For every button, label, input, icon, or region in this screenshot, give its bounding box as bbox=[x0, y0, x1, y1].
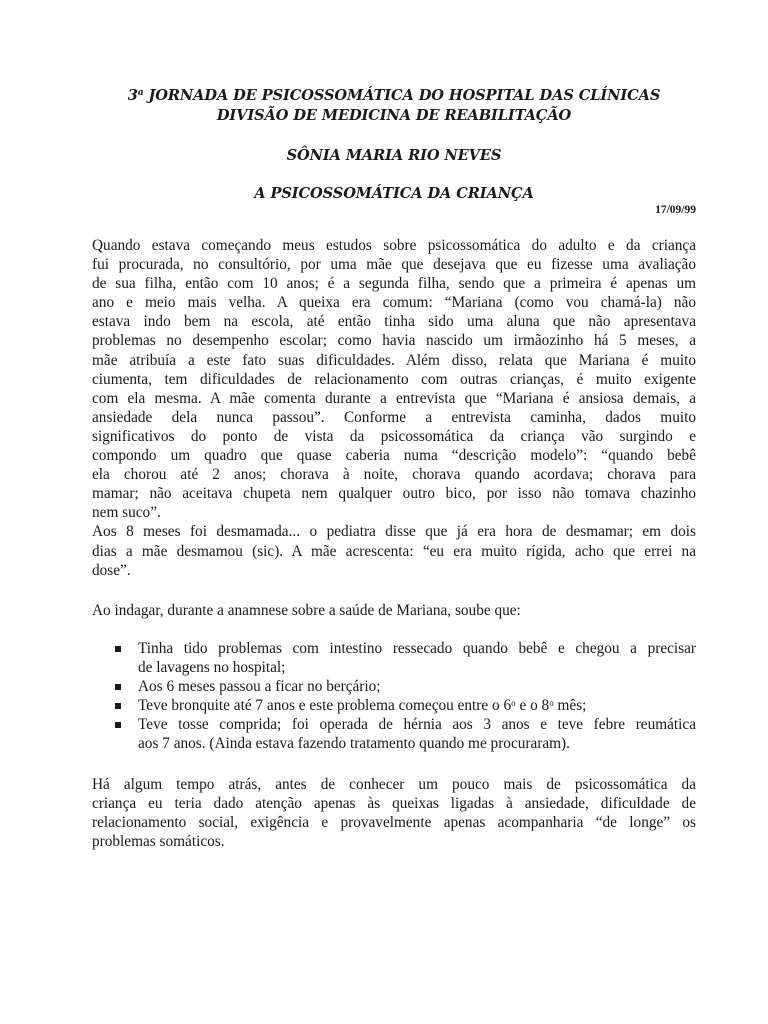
paragraph-line: ansiedade dela nunca passou”. Conforme a entrevista caminha, dados muito bbox=[92, 408, 696, 426]
author-name: SÔNIA MARIA RIO NEVES bbox=[286, 147, 502, 164]
ordinal-superscript: o bbox=[511, 698, 516, 709]
paragraph-line: mamar; não aceitava chupeta nem qualquer outro bico, por isso não tomava chazinho bbox=[92, 485, 696, 503]
paragraph-line: Há algum tempo atrás, antes de conhecer um pouco mais de psicossomática da bbox=[92, 776, 696, 793]
event-title bbox=[60, 86, 728, 105]
paragraph-line: de sua filha, então com 10 anos; é a segunda filha, sendo que a primeira é apenas um bbox=[92, 275, 696, 293]
ordinal-superscript: o bbox=[549, 698, 554, 709]
paragraph-line: dias a mãe desmamou (sic). A mãe acrescenta: “eu era muito rígida, acho que errei na bbox=[92, 542, 696, 560]
paragraph-anamnese: Ao indagar, durante a anamnese sobre a saúde de Mariana, soube que: bbox=[92, 602, 521, 619]
list-item-text: Teve bronquite até 7 anos e este problema começou entre o 6 bbox=[138, 697, 512, 715]
paragraph-intro bbox=[92, 236, 696, 580]
list-item bbox=[92, 677, 696, 696]
bullet-icon bbox=[115, 722, 121, 728]
symptom-list bbox=[92, 639, 696, 754]
paragraph-line: dose”. bbox=[92, 561, 131, 579]
list-item-line: Tinha tido problemas com intestino ressecado quando bebê e chegou a precisar bbox=[138, 640, 696, 657]
list-item bbox=[92, 639, 696, 677]
paragraph-line: nem suco”. bbox=[92, 504, 161, 522]
list-item-line bbox=[138, 696, 696, 715]
paragraph-line: ciumenta, tem dificuldades de relacionamento com outras crianças, é muito exigente bbox=[92, 370, 696, 388]
bullet-icon bbox=[115, 684, 121, 690]
list-item-line: de lavagens no hospital; bbox=[138, 659, 286, 677]
paragraph-reflection bbox=[92, 775, 696, 851]
paragraph-line: ela chorou até 2 anos; chorava à noite, chorava quando acordava; chorava para bbox=[92, 466, 696, 484]
paragraph-line: ano e meio mais velha. A queixa era comum: “Mariana (como vou chamá-la) não bbox=[92, 294, 696, 312]
paragraph-line: problemas somáticos. bbox=[92, 833, 225, 851]
list-item-text: mês; bbox=[553, 697, 587, 715]
paragraph-line: problemas no desempenho escolar; como havia nascido um irmãozinho há 5 meses, a bbox=[92, 332, 696, 350]
bullet-icon bbox=[115, 703, 121, 709]
bullet-icon bbox=[115, 646, 121, 652]
list-item-line: Aos 6 meses passou a ficar no berçário; bbox=[138, 678, 381, 696]
paragraph-line: relacionamento social, exigência e provavelmente apenas acompanharia “de longe” os bbox=[92, 814, 696, 832]
paragraph-line: significativos do ponto de vista da psicossomática da criança vão surgindo e bbox=[92, 427, 696, 445]
paragraph-line: fui procurada, no consultório, por uma mãe que desejava que eu fizesse uma avaliação bbox=[92, 256, 696, 274]
list-item-line: Teve tosse comprida; foi operada de hérnia aos 3 anos e teve febre reumática bbox=[138, 716, 696, 734]
paragraph-line: Aos 8 meses foi desmamada... o pediatra disse que já era hora de desmamar; em dois bbox=[92, 523, 696, 541]
paragraph-line: com ela mesma. A mãe comenta durante a entrevista que “Mariana é ansiosa demais, a bbox=[92, 389, 696, 407]
document-date: 17/09/99 bbox=[655, 204, 696, 216]
paragraph-line: mãe atribuía a este fato suas dificuldades. Além disso, relata que Mariana é muito bbox=[92, 351, 696, 369]
list-item-text: e o 8 bbox=[515, 697, 550, 715]
paragraph-line: compondo um quadro que quase caberia numa “descrição modelo”: “quando bebê bbox=[92, 447, 696, 465]
event-name: JORNADA DE PSICOSSOMÁTICA DO HOSPITAL DAS CLÍNICAS bbox=[143, 87, 661, 104]
event-ordinal-suffix: a bbox=[137, 88, 144, 98]
list-item-line: aos 7 anos. (Ainda estava fazendo tratamento quando me procuraram). bbox=[138, 735, 570, 753]
paragraph-line: estava indo bem na escola, até então tinha sido uma aluna que não apresentava bbox=[92, 313, 696, 331]
paragraph-line: Quando estava começando meus estudos sobre psicossomática do adulto e da criança bbox=[92, 237, 696, 254]
event-ordinal: 3 bbox=[127, 87, 138, 104]
division-title: DIVISÃO DE MEDICINA DE REABILITAÇÃO bbox=[216, 107, 572, 124]
document-title: A PSICOSSOMÁTICA DA CRIANÇA bbox=[254, 185, 534, 202]
paragraph-line: criança eu teria dado atenção apenas às queixas ligadas à ansiedade, dificuldade de bbox=[92, 795, 696, 813]
list-item bbox=[92, 696, 696, 715]
list-item bbox=[92, 715, 696, 753]
